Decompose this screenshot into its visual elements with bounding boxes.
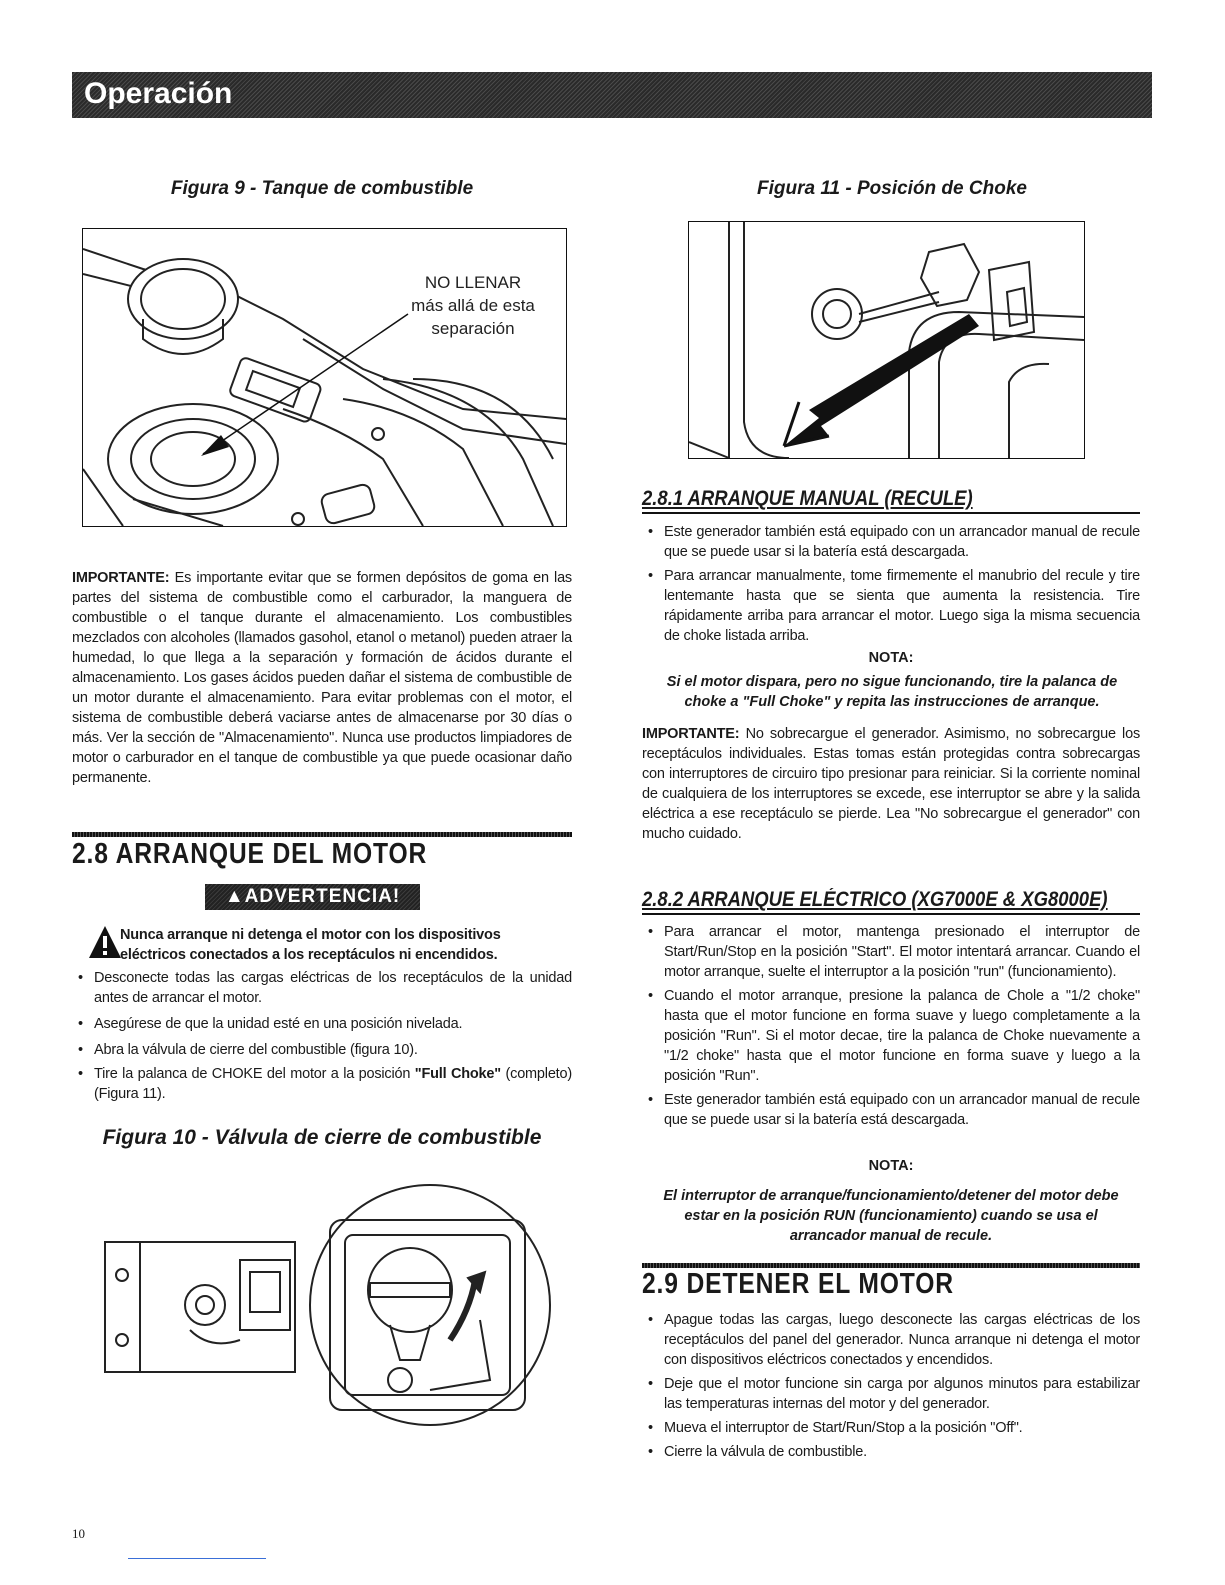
list-item: • Este generador también está equipado con un arrancador manual de recule que se puede usar si la batería está descargada. <box>642 522 1140 562</box>
section-282-heading: 2.8.2 ARRANQUE ELÉCTRICO (XG7000E & XG8000E) <box>642 888 1108 911</box>
list-item <box>72 1064 572 1104</box>
list-item: • Para arrancar manualmente, tome firmemente el manubrio del recule y tire lentemante hasta que se sienta que aumenta la resistencia. Tire rápidamente arriba para arrancar el motor. Luego siga la misma secuencia de choke listada arriba. <box>642 566 1140 646</box>
page-number: 10 <box>72 1526 85 1541</box>
left-importante-text: Es importante evitar que se formen depósitos de goma en las partes del sistema de combustible como el carburador, la manguera de combustible o el tanque durante el almacenamiento. Los combustibles mezclados con alcoholes (llamados gasohol, etanol o metanol) pueden atraer la humedad, lo que llega a la separación y formación de ácidos durante el almacenamiento. Los gases ácidos pueden dañar el sistema de combustible de un motor durante el almacenamiento. Para evitar problemas con el motor, el sistema de combustible deberá vaciarse antes de almacenarse por 30 días o más. Ver la sección de "Almacenamiento". Nunca use productos limpiadores de motor o carburador en el tanque de combustible ya que puede ocasionar daño permanente. <box>72 570 572 786</box>
choke-drawing <box>689 222 1084 458</box>
list-item: • Apague todas las cargas, luego desconecte las cargas eléctricas de los receptáculos del panel del generador. Nunca arranque ni detenga el motor con dispositivos eléctricos conectados y encendidos. <box>642 1310 1140 1370</box>
figure-9-caption: Figura 9 - Tanque de combustible <box>170 178 474 199</box>
figure-9-fuel-tank-illustration <box>82 228 567 527</box>
left-bullets <box>72 968 572 1108</box>
section-28-rule <box>72 832 572 837</box>
fuel-valve-drawing <box>100 1180 560 1480</box>
section-281-heading: 2.8.1 ARRANQUE MANUAL (RECULE) <box>642 487 973 510</box>
right-importante-paragraph <box>642 724 1140 844</box>
right-importante-text: No sobrecargue el generador. Asimismo, no sobrecargue los receptáculos individuales. Estas tomas están protegidas contra sobrecargas con interruptores de circuiro tipo presionar para reiniciar. Si la corriente nominal de cualquiera de los interruptores se excede, ese interruptor se abre y la salida eléctrica a ese receptáculo se pierde. Lea "No sobrecargue el generador" con mucho cuidado. <box>642 726 1140 842</box>
fill-limit-line-3: separación <box>431 319 515 338</box>
figure-10-caption: Figura 10 - Válvula de cierre de combustible <box>102 1126 542 1149</box>
nota-1-heading: NOTA: <box>868 650 914 666</box>
left-importante-paragraph <box>72 568 572 788</box>
section-282-bullets <box>642 922 1140 1134</box>
nota-2-text: El interruptor de arranque/funcionamiento/detener del motor debe estar en la posición RUN (funcionamiento) cuando se usa el arrancador manual de recule. <box>663 1188 1119 1244</box>
bullet4-pre: Tire la palanca de CHOKE del motor a la posición <box>94 1066 415 1082</box>
section-282-rule <box>642 913 1140 915</box>
list-item: • Cuando el motor arranque, presione la palanca de Chole a "1/2 choke" hasta que el motor funcione en forma suave y luego completamente a la posición "Run". Si el motor decae, tire la palanca de Choke nuevamente a "1/2 choke" hasta que el motor funcione en forma suave y luego a la posición "Run". <box>642 986 1140 1086</box>
section-281-bullets <box>642 522 1140 650</box>
fill-limit-line-1: NO LLENAR <box>424 273 522 292</box>
section-header-title: Operación <box>84 77 233 110</box>
list-item: • Asegúrese de que la unidad esté en una posición nivelada. <box>72 1014 572 1034</box>
warning-badge-label: ADVERTENCIA! <box>244 886 401 907</box>
section-header-bar <box>72 72 1152 118</box>
left-importante-label: IMPORTANTE: <box>72 570 170 586</box>
warning-text: Nunca arranque ni detenga el motor con los dispositivos eléctricos conectados a los receptáculos ni encendidos. <box>120 927 501 963</box>
list-item: • Deje que el motor funcione sin carga por algunos minutos para estabilizar las temperaturas internas del motor y del generador. <box>642 1374 1140 1414</box>
list-item: • Cierre la válvula de combustible. <box>642 1442 1140 1462</box>
bullet4-bold: "Full Choke" <box>414 1066 501 1082</box>
bullet4-post: (completo) (Figura 11). <box>94 1066 573 1102</box>
nota-2-heading: NOTA: <box>868 1158 914 1174</box>
list-item: • Mueva el interruptor de Start/Run/Stop a la posición "Off". <box>642 1418 1140 1438</box>
list-item: • Abra la válvula de cierre del combustible (figura 10). <box>72 1040 572 1060</box>
right-importante-label: IMPORTANTE: <box>642 726 740 742</box>
warning-large-icon <box>88 925 122 959</box>
figure-10-fuel-valve-illustration <box>100 1180 560 1480</box>
nota-1-text: Si el motor dispara, pero no sigue funcionando, tire la palanca de choke a "Full Choke" y repita las instrucciones de arranque. <box>666 674 1118 710</box>
warning-triangle-icon: ▲ <box>224 886 245 907</box>
list-item: • Este generador también está equipado con un arrancador manual de recule que se puede usar si la batería está descargada. <box>642 1090 1140 1130</box>
section-29-heading: 2.9 DETENER EL MOTOR <box>642 1268 954 1300</box>
figure-11-choke-position-illustration <box>688 221 1085 459</box>
fill-limit-line-2: más allá de esta <box>411 296 535 315</box>
list-item: • Para arrancar el motor, mantenga presionado el interruptor de Start/Run/Stop en la posición "Start". El motor intentará arrancar. Cuando el motor arranque, suelte el interruptor a la posición "run" (funcionamiento). <box>642 922 1140 982</box>
section-29-bullets <box>642 1310 1140 1466</box>
fill-limit-label <box>403 271 543 340</box>
warning-badge <box>205 884 420 910</box>
section-281-rule <box>642 512 1140 514</box>
footer-link-line <box>128 1558 266 1559</box>
figure-11-caption: Figura 11 - Posición de Choke <box>757 178 1027 199</box>
section-28-heading: 2.8 ARRANQUE DEL MOTOR <box>72 838 428 870</box>
list-item: • Desconecte todas las cargas eléctricas de los receptáculos de la unidad antes de arrancar el motor. <box>72 968 572 1008</box>
